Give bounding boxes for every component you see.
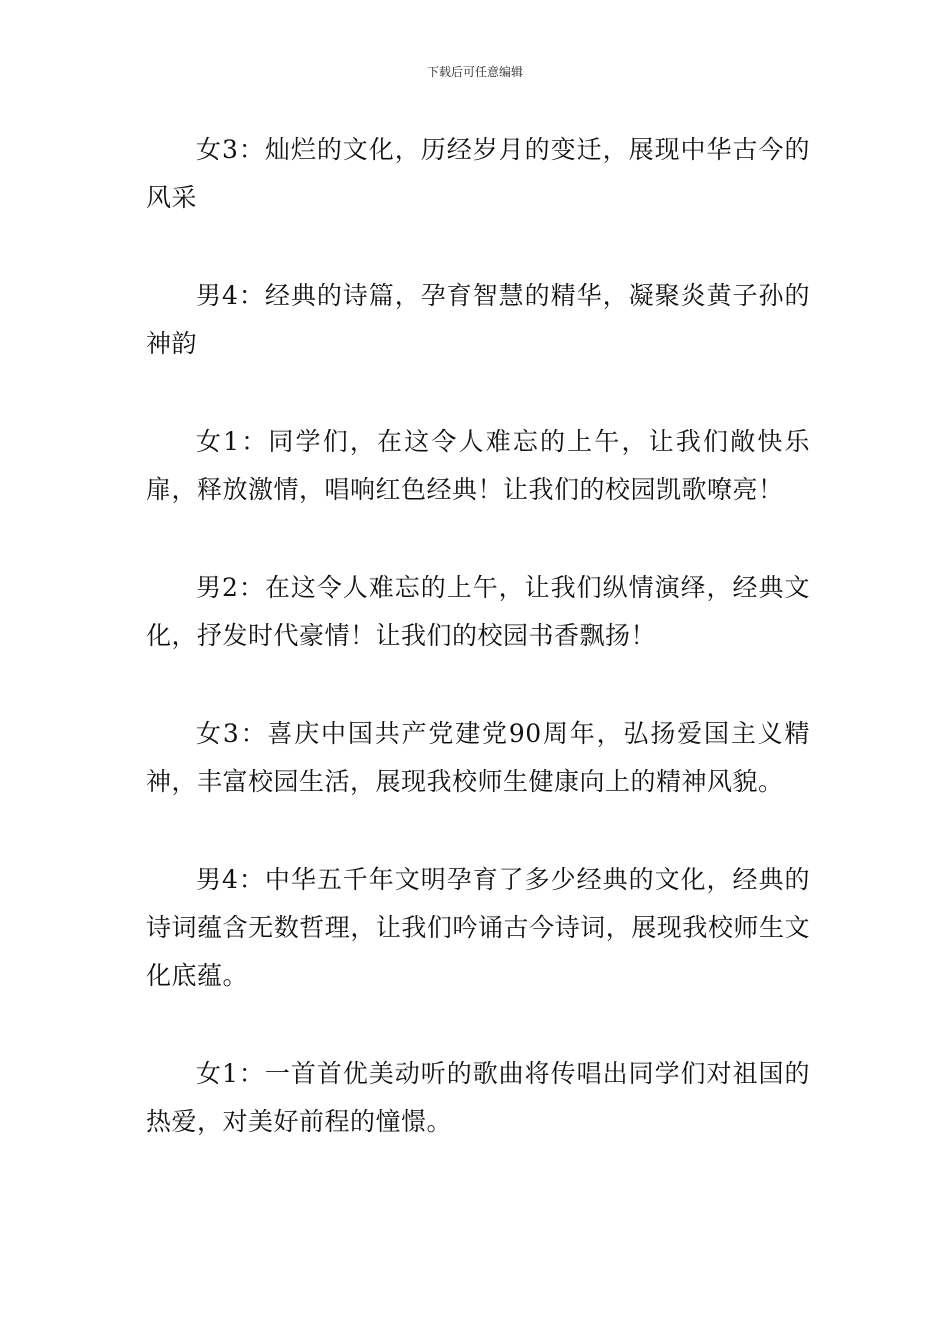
paragraph-male4-civilization: 男4：中华五千年文明孕育了多少经典的文化，经典的诗词蕴含无数哲理，让我们吟诵古今诗词，展现我校师生文化底蕴。 — [146, 865, 810, 990]
paragraph-male4-poems: 男4：经典的诗篇，孕育智慧的精华，凝聚炎黄子孙的神韵 — [146, 281, 810, 358]
paragraph-female3-anniversary: 女3：喜庆中国共产党建党90周年，弘扬爱国主义精神，丰富校园生活，展现我校师生健康向上的精神风貌。 — [146, 719, 810, 796]
paragraph-male2-performance: 男2：在这令人难忘的上午，让我们纵情演绎，经典文化，抒发时代豪情！让我们的校园书香飘扬！ — [146, 573, 810, 650]
page-header: 下载后可任意编辑 — [426, 65, 523, 79]
document-body — [146, 126, 810, 1196]
paragraph-female1-songs: 女1：一首首优美动听的歌曲将传唱出同学们对祖国的热爱，对美好前程的憧憬。 — [146, 1059, 810, 1136]
paragraph-female3-culture: 女3：灿烂的文化，历经岁月的变迁，展现中华古今的风采 — [146, 135, 810, 212]
paragraph-female1-classmates: 女1：同学们，在这令人难忘的上午，让我们敞快乐扉，释放激情，唱响红色经典！让我们的校园凯歌嘹亮！ — [146, 427, 810, 504]
